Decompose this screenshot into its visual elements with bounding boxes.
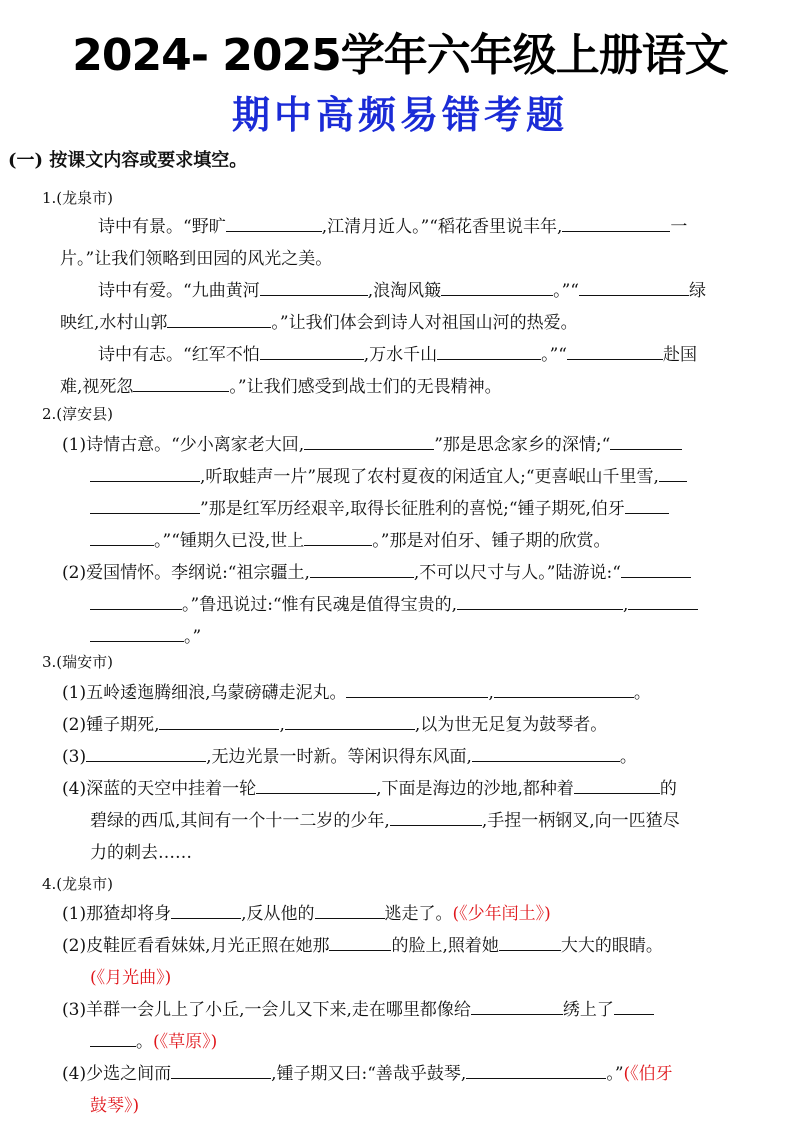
section-heading: (一) 按课文内容或要求填空。 (8, 150, 248, 171)
q1-text: ,江清月近人。”“稻花香里说丰年, (321, 217, 563, 237)
q3-text: 。 (619, 747, 637, 767)
q3-text: ,下面是海边的沙地,都种着 (376, 779, 574, 799)
q2-blank[interactable] (610, 429, 682, 450)
q1-blank[interactable] (441, 275, 553, 296)
q3-text: 碧绿的西瓜,其间有一个十一二岁的少年, (90, 811, 390, 831)
q3-text: 力的刺去…… (90, 843, 192, 863)
q2-blank[interactable] (90, 525, 154, 546)
q2-text: ”那是思念家乡的深情;“ (434, 435, 611, 455)
q3-blank[interactable] (285, 709, 415, 730)
q2-blank[interactable] (625, 493, 669, 514)
q1-text: 。”让我们感受到战士们的无畏精神。 (229, 377, 502, 397)
q3-text: (3) (62, 747, 87, 767)
q3-blank[interactable] (494, 677, 634, 698)
q2-blank[interactable] (621, 557, 691, 578)
q2-blank[interactable] (659, 461, 687, 482)
q4-blank[interactable] (499, 930, 561, 951)
q1-text: 。”“ (553, 281, 579, 301)
q3-text: ,无边光景一时新。等闲识得东风面, (206, 747, 472, 767)
q1-blank[interactable] (260, 275, 368, 296)
q4-text: 的脸上,照着她 (391, 936, 499, 956)
q3-blank[interactable] (86, 741, 206, 762)
q1-heading: 1.(龙泉市) (42, 189, 114, 207)
q3-text: 。 (633, 683, 651, 703)
q2-blank[interactable] (90, 461, 200, 482)
q2-text: ,不可以尺寸与人。”陆游说:“ (413, 563, 621, 583)
q1-text: 诗中有志。“红军不怕 (98, 345, 260, 365)
q3-text: ,手捏一柄钢叉,向一匹猹尽 (481, 811, 680, 831)
q4-source: (《月光曲》) (90, 968, 172, 988)
page-title: 2024- 2025学年六年级上册语文 (72, 30, 728, 81)
q1-text: 诗中有爱。“九曲黄河 (98, 281, 260, 301)
q4-source: 鼓琴》) (90, 1096, 140, 1116)
q4-text: 。 (136, 1032, 153, 1052)
q2-text: ,听取蛙声一片”展现了农村夏夜的闲适宜人;“更喜岷山千里雪, (200, 467, 659, 487)
q3-blank[interactable] (390, 805, 482, 826)
q4-text: 逃走了。 (384, 904, 453, 924)
q1-text: 诗中有景。“野旷 (98, 217, 226, 237)
q3-body: (1)五岭逶迤腾细浪,乌蒙磅礴走泥丸。 , 。 (2)锺子期死, , ,以为世无足复为鼓琴者。 (3) ,无边光景一时新。等闲识得东风面, 。 (4)深蓝的天空中挂着一轮 ,下面是海边的沙地,都种着 的 碧绿的西瓜,其间有一个十一二岁的少年, ,手捏一柄钢叉,向一匹猹尽 力的刺去…… (62, 677, 782, 869)
q1-blank[interactable] (133, 371, 229, 392)
q1-blank[interactable] (567, 339, 663, 360)
q4-blank[interactable] (614, 994, 654, 1015)
q2-heading: 2.(淳安县) (42, 405, 114, 423)
q4-body (62, 898, 782, 1122)
q3-text: , (279, 715, 285, 735)
q3-text: (1)五岭逶迤腾细浪,乌蒙磅礴走泥丸。 (62, 683, 347, 703)
q1-text: 映红,水村山郭 (60, 313, 168, 333)
q4-text: ,锺子期又曰:“善哉乎鼓琴, (271, 1064, 467, 1084)
q1-text: 一 (670, 217, 688, 237)
q3-blank[interactable] (472, 741, 620, 762)
q2-text: 。” (184, 627, 202, 647)
q4-text: (4)少选之间而 (62, 1064, 172, 1084)
q1-text: 难,视死忽 (60, 377, 134, 397)
q2-body (62, 429, 782, 653)
q1-body (60, 211, 780, 403)
q3-blank[interactable] (159, 709, 279, 730)
q3-blank[interactable] (574, 773, 660, 794)
q3-text: (4)深蓝的天空中挂着一轮 (62, 779, 257, 799)
q4-heading: 4.(龙泉市) (42, 875, 114, 893)
q3-blank[interactable] (256, 773, 376, 794)
q2-text: (2)爱国情怀。李纲说:“祖宗疆土, (62, 563, 310, 583)
q3-text: ,以为世无足复为鼓琴者。 (414, 715, 608, 735)
q3-text: (2)锺子期死, (62, 715, 160, 735)
q2-blank[interactable] (90, 493, 200, 514)
q4-text: 大大的眼睛。 (560, 936, 663, 956)
q4-blank[interactable] (90, 1026, 136, 1047)
q1-blank[interactable] (579, 275, 689, 296)
q2-blank[interactable] (304, 429, 434, 450)
q2-text: 。”“锺期久已没,世上 (154, 531, 305, 551)
q4-source: (《草原》) (153, 1032, 218, 1052)
q4-text: (2)皮鞋匠看看妹妹,月光正照在她那 (62, 936, 330, 956)
q1-text: 。”“ (541, 345, 567, 365)
q3-blank[interactable] (346, 677, 488, 698)
q4-blank[interactable] (171, 1058, 271, 1079)
q2-blank[interactable] (304, 525, 372, 546)
q1-text: 片。”让我们领略到田园的风光之美。 (60, 249, 333, 269)
q4-blank[interactable] (329, 930, 391, 951)
q2-blank[interactable] (628, 589, 698, 610)
q2-blank[interactable] (457, 589, 623, 610)
q1-blank[interactable] (437, 339, 541, 360)
q1-blank[interactable] (562, 211, 670, 232)
q2-text: 。”那是对伯牙、锺子期的欣赏。 (372, 531, 611, 551)
q3-text: 的 (659, 779, 677, 799)
q1-blank[interactable] (260, 339, 364, 360)
q4-source: (《伯牙 (623, 1064, 673, 1084)
q2-text: , (623, 595, 629, 615)
q2-blank[interactable] (90, 589, 182, 610)
q2-text: (1)诗情古意。“少小离家老大回, (62, 435, 305, 455)
q2-blank[interactable] (310, 557, 414, 578)
page-subtitle: 期中高频易错考题 (231, 93, 568, 137)
q4-blank[interactable] (315, 898, 385, 919)
q1-text: ,浪淘风簸 (367, 281, 442, 301)
q4-text: 。” (606, 1064, 624, 1084)
q4-blank[interactable] (471, 994, 563, 1015)
q1-text: 赴国 (663, 345, 697, 365)
q4-text: (1)那猹却将身 (62, 904, 172, 924)
q2-text: ”那是红军历经艰辛,取得长征胜利的喜悦;“锺子期死,伯牙 (200, 499, 625, 519)
q1-text: 绿 (689, 281, 706, 301)
q4-source: (《少年闰土》) (452, 904, 551, 924)
q1-text: ,万水千山 (363, 345, 438, 365)
q3-heading: 3.(瑞安市) (42, 653, 114, 671)
q2-text: 。”鲁迅说过:“惟有民魂是值得宝贵的, (182, 595, 458, 615)
q4-blank[interactable] (171, 898, 241, 919)
q1-text: 。”让我们体会到诗人对祖国山河的热爱。 (271, 313, 578, 333)
q2-blank[interactable] (90, 621, 184, 642)
q4-blank[interactable] (466, 1058, 606, 1079)
q4-text: 绣上了 (562, 1000, 614, 1020)
q4-text: ,反从他的 (241, 904, 315, 924)
q4-text: (3)羊群一会儿上了小丘,一会儿又下来,走在哪里都像给 (62, 1000, 471, 1020)
q1-blank[interactable] (226, 211, 322, 232)
q1-blank[interactable] (167, 307, 271, 328)
